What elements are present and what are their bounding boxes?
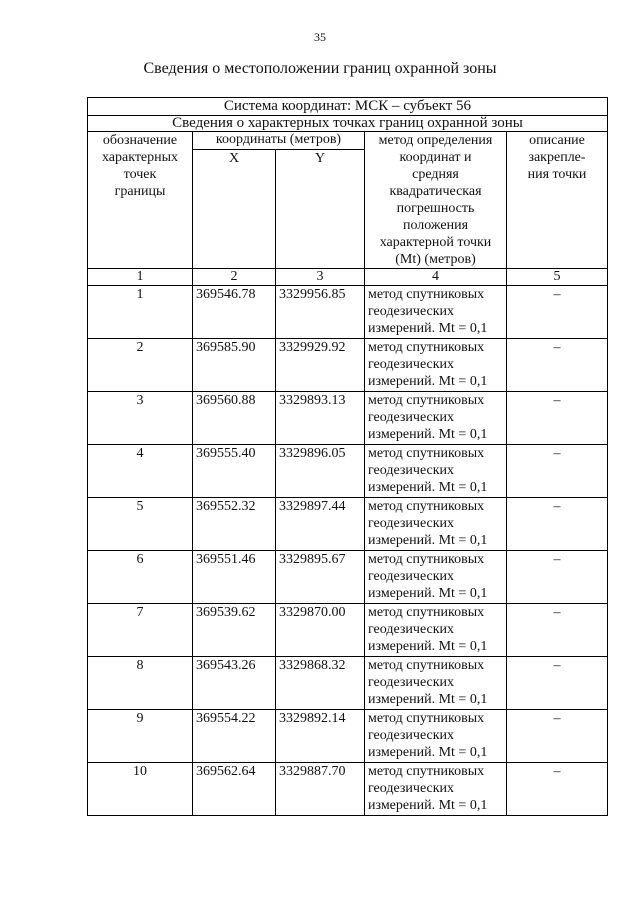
header-point [88, 132, 193, 269]
method-line: метод спутниковых [368, 287, 485, 302]
method-line: геодезических [368, 516, 455, 531]
header-coordinates-label: координаты (метров) [215, 132, 342, 147]
method-cell [365, 498, 507, 551]
header-coordinates [193, 132, 365, 150]
method-line: метод спутниковых [368, 446, 485, 461]
point-number: 8 [88, 657, 193, 710]
point-number: 4 [88, 445, 193, 498]
point-number: 3 [88, 392, 193, 445]
point-number: 7 [88, 604, 193, 657]
coordinate-system: Система координат: МСК – субъект 56 [88, 98, 608, 116]
table-row [88, 551, 608, 604]
method-cell [365, 392, 507, 445]
method-line: метод спутниковых [368, 552, 485, 567]
document-title: Сведения о местоположении границ охранной зоны [143, 60, 497, 77]
header-point-line: характерных [101, 150, 179, 165]
method-line: метод спутниковых [368, 658, 485, 673]
table-row [88, 657, 608, 710]
header-description [507, 132, 608, 269]
table-row [88, 445, 608, 498]
point-description: – [507, 286, 608, 339]
header-method-line: квадратическая [389, 184, 482, 199]
point-description: – [507, 763, 608, 816]
column-number: 3 [276, 269, 365, 286]
table-row [88, 763, 608, 816]
coordinate-x: 369546.78 [193, 286, 276, 339]
header-method-line: средняя [412, 167, 459, 182]
method-cell [365, 339, 507, 392]
point-number: 9 [88, 710, 193, 763]
point-number: 2 [88, 339, 193, 392]
table-row [88, 498, 608, 551]
point-description: – [507, 339, 608, 392]
method-line: геодезических [368, 781, 455, 796]
header-method [365, 132, 507, 269]
point-number: 6 [88, 551, 193, 604]
method-line: метод спутниковых [368, 605, 485, 620]
method-cell [365, 445, 507, 498]
column-number-row [88, 269, 608, 286]
coordinate-x: 369585.90 [193, 339, 276, 392]
header-method-line: координат и [399, 150, 472, 165]
method-line: измерений. Mt = 0,1 [368, 798, 488, 813]
method-line: геодезических [368, 304, 455, 319]
page-number: 35 [314, 30, 326, 44]
coordinate-y: 3329870.00 [276, 604, 365, 657]
method-line: геодезических [368, 728, 455, 743]
header-method-line: (Mt) (метров) [395, 252, 476, 267]
method-line: измерений. Mt = 0,1 [368, 533, 488, 548]
point-description: – [507, 657, 608, 710]
column-number: 5 [507, 269, 608, 286]
header-description-line: описание [529, 133, 585, 148]
method-line: измерений. Mt = 0,1 [368, 745, 488, 760]
header-method-line: характерной точки [379, 235, 492, 250]
table-row [88, 604, 608, 657]
method-line: метод спутниковых [368, 711, 485, 726]
header-description-line: ния точки [527, 167, 587, 182]
coordinate-y: 3329896.05 [276, 445, 365, 498]
coordinate-y: 3329897.44 [276, 498, 365, 551]
coordinate-x: 369560.88 [193, 392, 276, 445]
coordinate-y: 3329892.14 [276, 710, 365, 763]
method-line: измерений. Mt = 0,1 [368, 692, 488, 707]
method-line: метод спутниковых [368, 340, 485, 355]
method-cell [365, 604, 507, 657]
coordinate-system-row [88, 98, 608, 116]
point-description: – [507, 604, 608, 657]
method-cell [365, 763, 507, 816]
coordinate-x: 369552.32 [193, 498, 276, 551]
point-number: 1 [88, 286, 193, 339]
table-row [88, 286, 608, 339]
coordinate-y: 3329893.13 [276, 392, 365, 445]
coordinate-y: 3329868.32 [276, 657, 365, 710]
point-description: – [507, 392, 608, 445]
header-point-line: границы [114, 184, 166, 199]
method-cell [365, 657, 507, 710]
header-method-line: положения [402, 218, 469, 233]
column-number: 1 [88, 269, 193, 286]
table-row [88, 710, 608, 763]
header-method-line: погрешность [396, 201, 475, 216]
coordinate-x: 369554.22 [193, 710, 276, 763]
method-line: измерений. Mt = 0,1 [368, 586, 488, 601]
point-description: – [507, 551, 608, 604]
method-line: геодезических [368, 622, 455, 637]
point-description: – [507, 710, 608, 763]
point-description: – [507, 498, 608, 551]
method-line: метод спутниковых [368, 764, 485, 779]
method-line: геодезических [368, 410, 455, 425]
coordinate-y: 3329929.92 [276, 339, 365, 392]
method-line: геодезических [368, 463, 455, 478]
method-line: геодезических [368, 357, 455, 372]
table-row [88, 392, 608, 445]
method-line: измерений. Mt = 0,1 [368, 321, 488, 336]
point-description: – [507, 445, 608, 498]
coordinate-y: 3329895.67 [276, 551, 365, 604]
coordinate-x: 369562.64 [193, 763, 276, 816]
coordinates-table [87, 97, 608, 816]
header-y: Y [276, 149, 365, 268]
header-point-line: точек [123, 167, 157, 182]
coordinate-y: 3329956.85 [276, 286, 365, 339]
header-method-line: метод определения [378, 133, 493, 148]
column-number: 2 [193, 269, 276, 286]
coordinate-x: 369539.62 [193, 604, 276, 657]
header-x: X [193, 149, 276, 268]
method-line: измерений. Mt = 0,1 [368, 480, 488, 495]
method-cell [365, 286, 507, 339]
header-description-line: закрепле- [528, 150, 586, 165]
header-point-line: обозначение [102, 133, 178, 148]
method-line: измерений. Mt = 0,1 [368, 427, 488, 442]
point-number: 10 [88, 763, 193, 816]
method-line: метод спутниковых [368, 393, 485, 408]
coordinate-x: 369543.26 [193, 657, 276, 710]
method-line: геодезических [368, 569, 455, 584]
method-line: геодезических [368, 675, 455, 690]
method-line: метод спутниковых [368, 499, 485, 514]
point-number: 5 [88, 498, 193, 551]
method-line: измерений. Mt = 0,1 [368, 374, 488, 389]
table-row [88, 339, 608, 392]
header-row [88, 132, 608, 150]
method-cell [365, 551, 507, 604]
coordinate-x: 369555.40 [193, 445, 276, 498]
column-number: 4 [365, 269, 507, 286]
table-subtitle: Сведения о характерных точках границ охранной зоны [88, 116, 608, 132]
coordinate-y: 3329887.70 [276, 763, 365, 816]
coordinate-x: 369551.46 [193, 551, 276, 604]
table-subtitle-row [88, 116, 608, 132]
method-cell [365, 710, 507, 763]
method-line: измерений. Mt = 0,1 [368, 639, 488, 654]
